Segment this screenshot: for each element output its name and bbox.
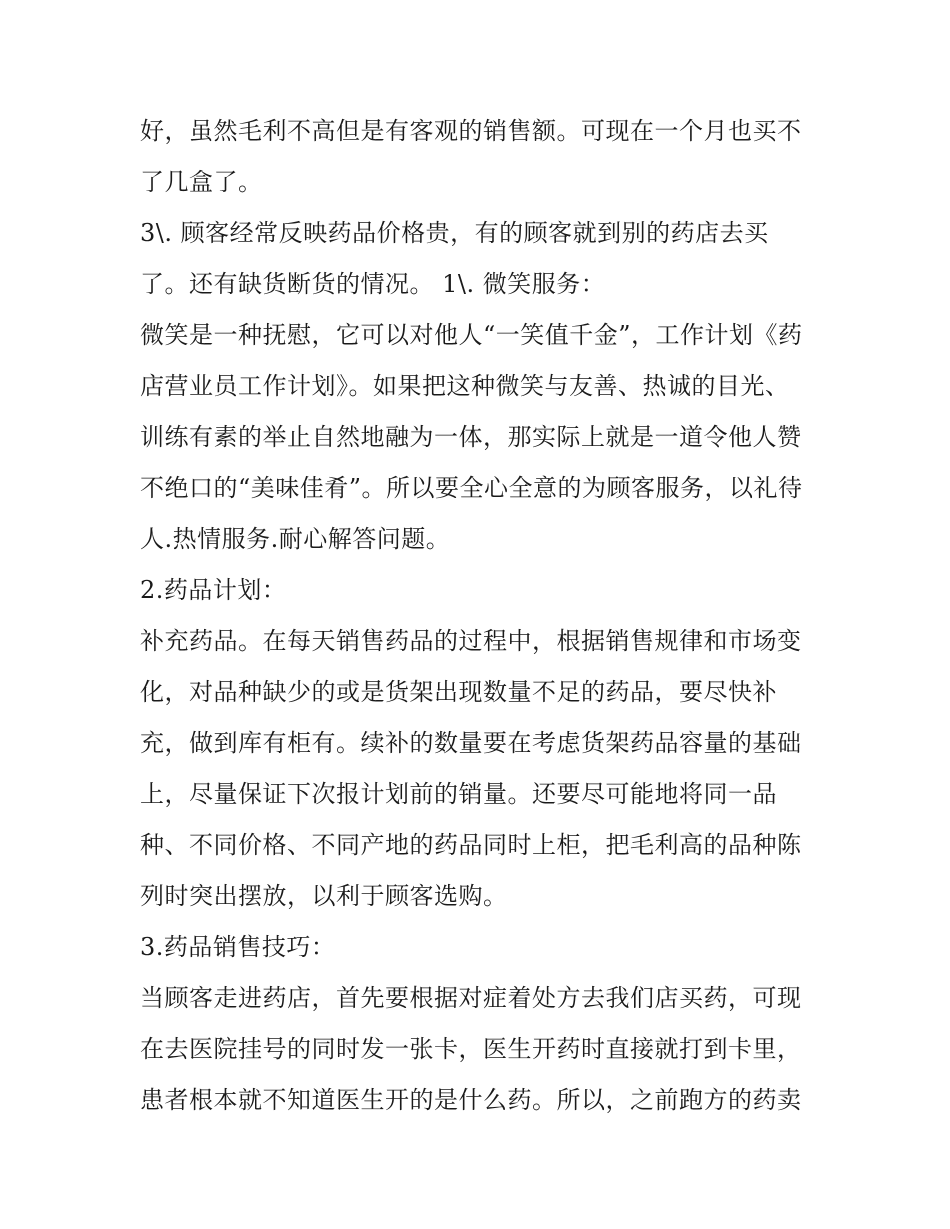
text-line: 患者根本就不知道医生开的是什么药。所以，之前跑方的药卖 <box>140 1086 802 1114</box>
text-line: 店营业员工作计划》。如果把这种微笑与友善、热诚的目光、 <box>140 372 790 400</box>
text-line: 充，做到库有柜有。续补的数量要在考虑货架药品容量的基础 <box>140 729 802 757</box>
text-line: 人.热情服务.耐心解答问题。 <box>140 525 451 553</box>
text-line: 当顾客走进药店，首先要根据对症着处方去我们店买药，可现 <box>140 984 802 1012</box>
text-line: 在去医院挂号的同时发一张卡，医生开药时直接就打到卡里， <box>140 1035 802 1063</box>
section-heading: 2.药品计划： <box>140 576 287 604</box>
text-line: 化，对品种缺少的或是货架出现数量不足的药品，要尽快补 <box>140 678 777 706</box>
document-body <box>140 106 820 1126</box>
text-line: 补充药品。在每天销售药品的过程中，根据销售规律和市场变 <box>140 627 802 655</box>
text-line: 微笑是一种抚慰，它可以对他人“一笑值千金”，工作计划《药 <box>140 321 803 349</box>
text-line: 了几盒了。 <box>140 168 263 196</box>
section-heading: 3.药品销售技巧： <box>140 933 336 961</box>
text-line: 了。还有缺货断货的情况。 1\. 微笑服务： <box>140 270 606 298</box>
text-line: 列时突出摆放，以利于顾客选购。 <box>140 882 508 910</box>
text-line: 训练有素的举止自然地融为一体，那实际上就是一道令他人赞 <box>140 423 802 451</box>
text-line: 不绝口的“美味佳肴”。所以要全心全意的为顾客服务，以礼待 <box>140 474 803 502</box>
text-line: 种、不同价格、不同产地的药品同时上柜，把毛利高的品种陈 <box>140 831 802 859</box>
text-line: 3\. 顾客经常反映药品价格贵，有的顾客就到别的药店去买 <box>140 219 769 247</box>
text-line: 上，尽量保证下次报计划前的销量。还要尽可能地将同一品 <box>140 780 777 808</box>
text-line: 好，虽然毛利不高但是有客观的销售额。可现在一个月也买不 <box>140 117 802 145</box>
